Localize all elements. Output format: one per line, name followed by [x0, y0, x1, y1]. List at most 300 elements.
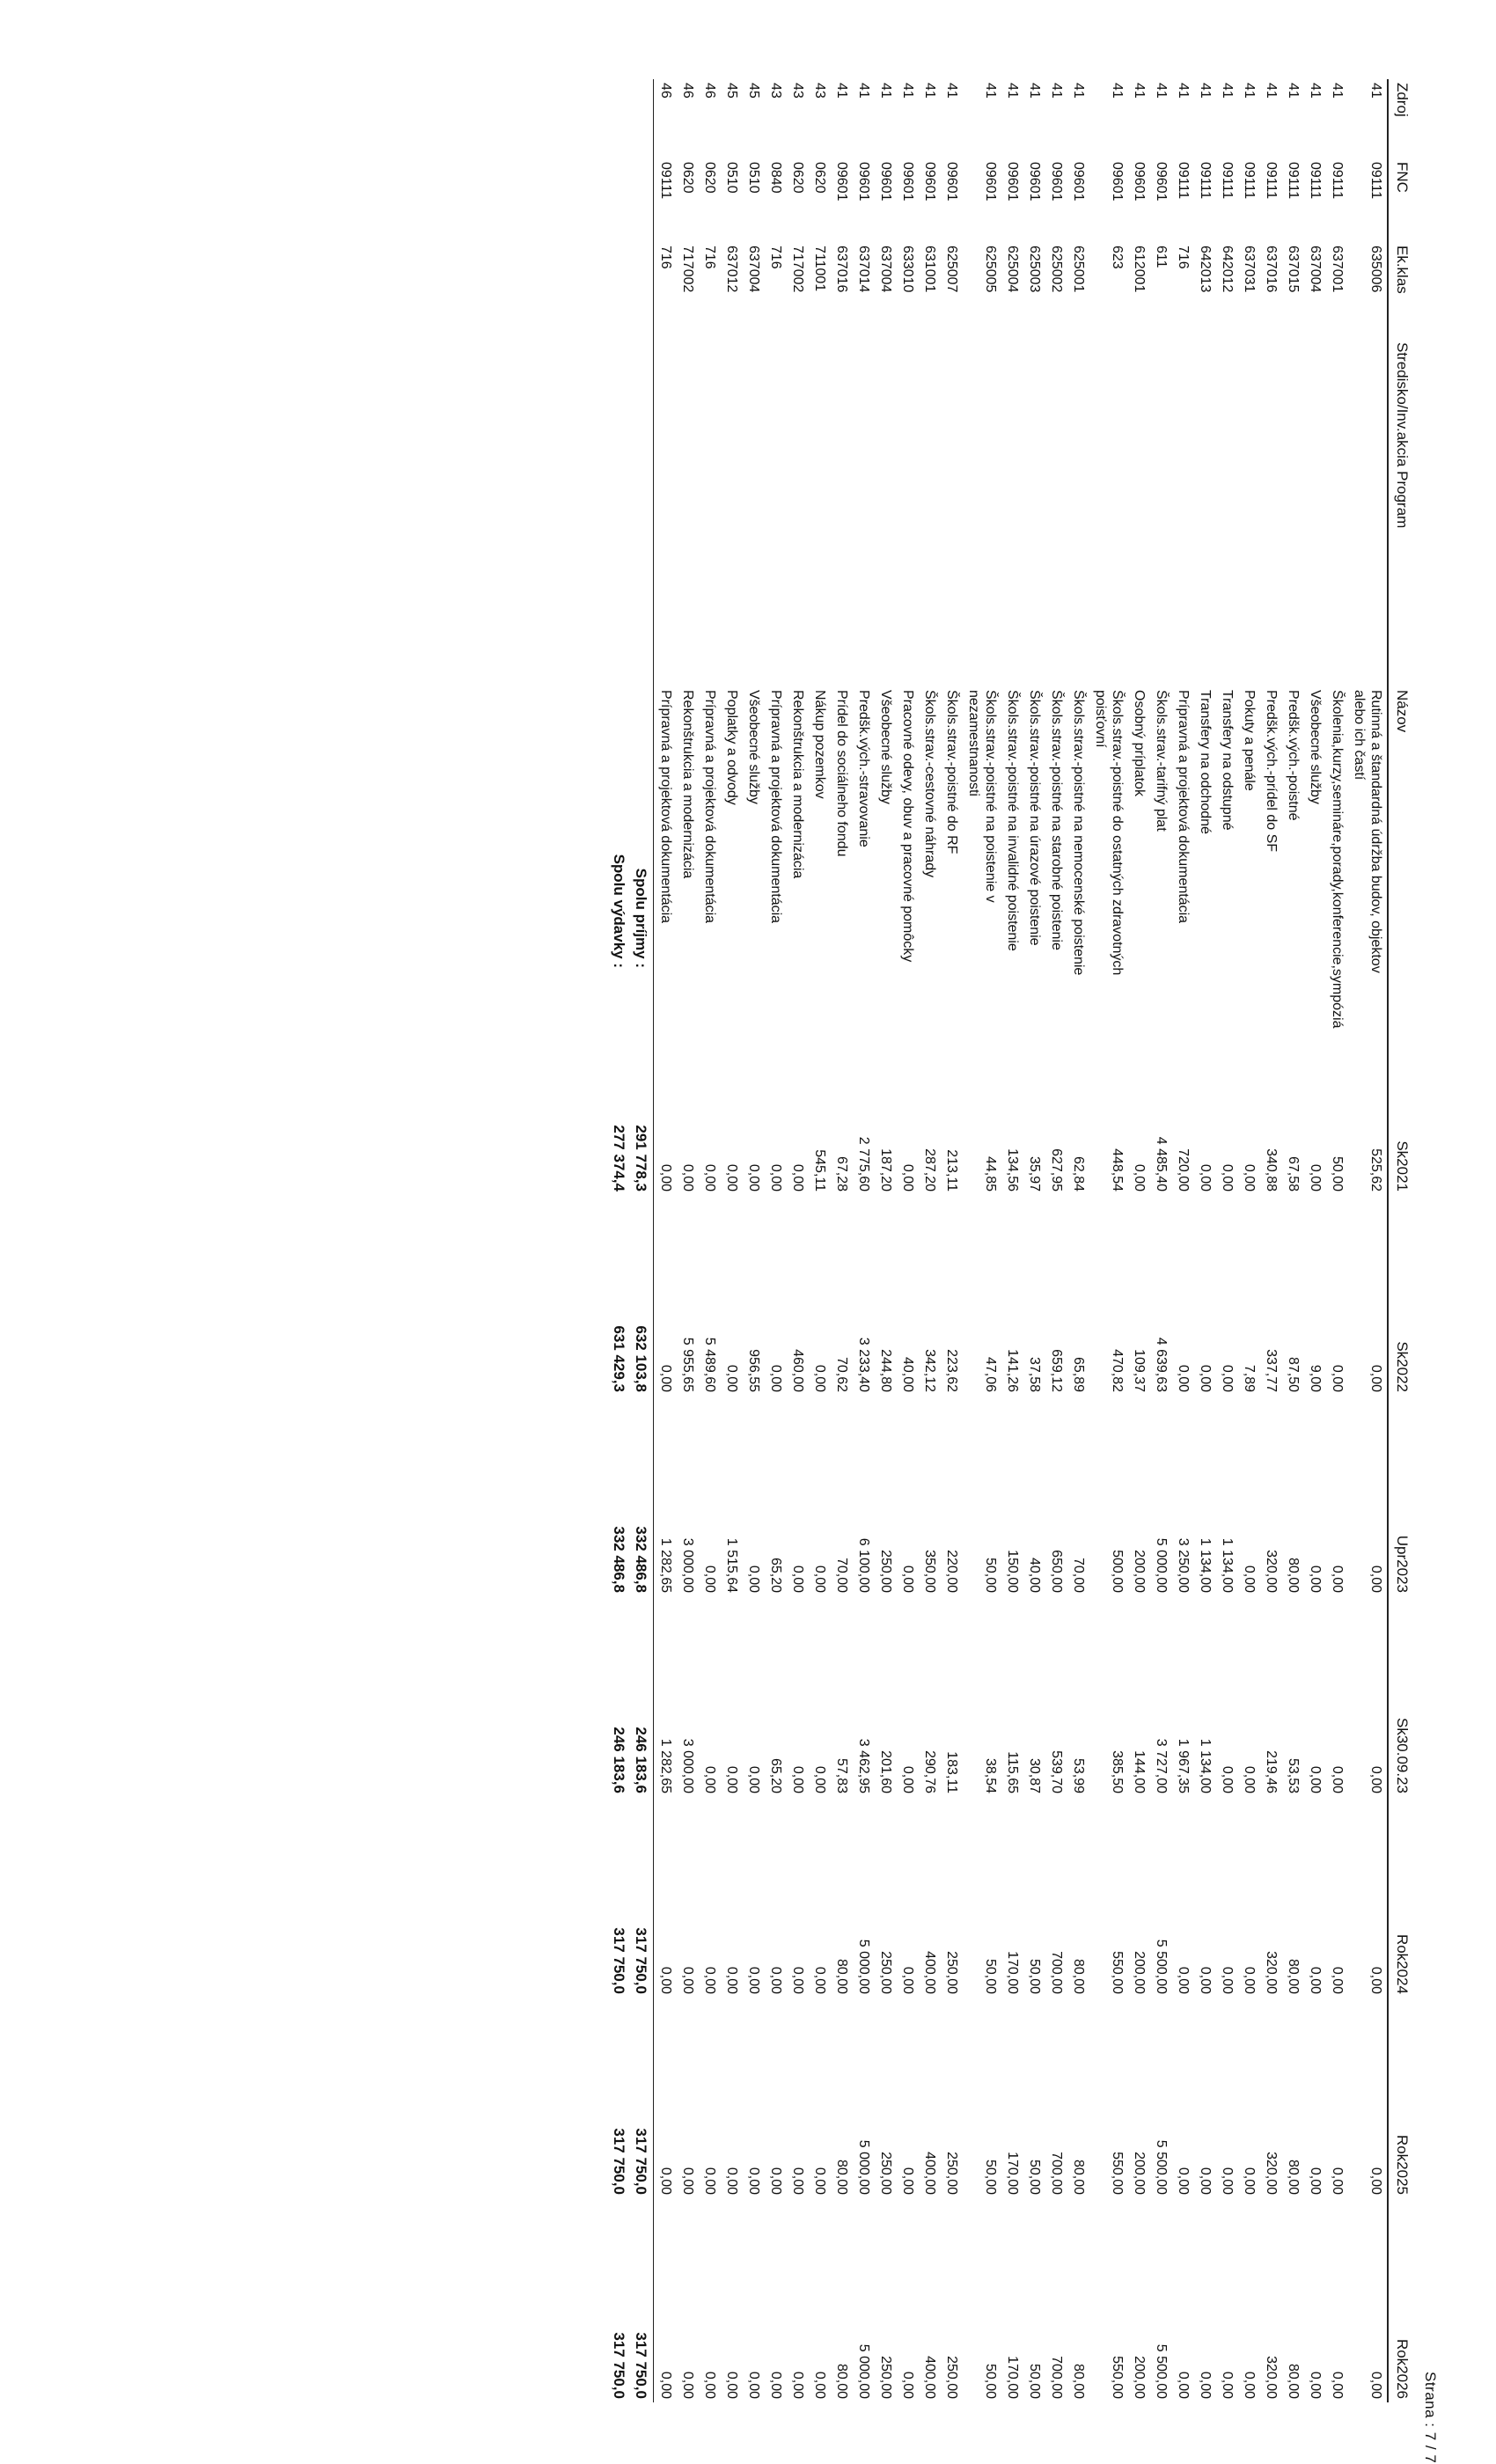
- cell-zdroj: 41: [983, 83, 998, 99]
- cell-rok2026: 170,00: [1005, 2356, 1020, 2399]
- cell-ek-klas: 637031: [1242, 246, 1257, 293]
- cell-ek-klas: 642013: [1198, 246, 1213, 293]
- total-value: 317 750,0: [611, 2128, 627, 2195]
- cell-nazov: Prípravná a projektová dokumentácia: [702, 690, 717, 924]
- cell-rok2024: 0,00: [702, 1966, 717, 1994]
- cell-rok2026: 80,00: [1286, 2363, 1301, 2399]
- cell-stredisko: [1128, 339, 1150, 686]
- cell-sk30-09-23: 219,46: [1264, 1750, 1279, 1793]
- cell-rok2026: 250,00: [944, 2356, 959, 2399]
- cell-fnc: 0510: [746, 162, 761, 194]
- cell-sk2021: 0,00: [1242, 1163, 1257, 1192]
- cell-zdroj: 45: [746, 83, 761, 99]
- cell-fnc: 09601: [922, 162, 937, 202]
- cell-sk2022: 9,00: [1308, 1364, 1323, 1392]
- total-row-income: [631, 79, 654, 2402]
- cell-stredisko: [963, 339, 1001, 686]
- cell-sk30-09-23: 144,00: [1132, 1750, 1147, 1793]
- cell-sk30-09-23: 53,53: [1286, 1757, 1301, 1793]
- cell-sk2022: 87,50: [1286, 1356, 1301, 1392]
- cell-stredisko: [677, 339, 699, 686]
- cell-fnc: 09111: [1330, 162, 1345, 200]
- cell-rok2026: 0,00: [702, 2371, 717, 2399]
- total-value: 632 103,8: [633, 1325, 649, 1392]
- cell-rok2024: 400,00: [922, 1951, 937, 1994]
- cell-upr2023: 0,00: [1242, 1565, 1257, 1593]
- cell-sk2022: 0,00: [1368, 1364, 1383, 1392]
- cell-stredisko: [1001, 339, 1023, 686]
- cell-rok2024: 0,00: [1330, 1966, 1345, 1994]
- table-row: [897, 79, 919, 2402]
- cell-rok2024: 170,00: [1005, 1951, 1020, 1994]
- cell-rok2024: 0,00: [680, 1966, 695, 1994]
- cell-nazov: Škols.strav.-tarifný plat: [1154, 690, 1169, 832]
- cell-rok2026: 200,00: [1132, 2356, 1147, 2399]
- cell-stredisko: [853, 339, 875, 686]
- table-row: [1045, 79, 1067, 2402]
- cell-sk2022: 141,26: [1005, 1349, 1020, 1392]
- cell-zdroj: 41: [1330, 83, 1345, 99]
- cell-upr2023: 0,00: [900, 1565, 915, 1593]
- cell-ek-klas: 625002: [1049, 246, 1064, 293]
- cell-sk2021: 0,00: [654, 994, 678, 1195]
- cell-sk2021: 2 775,60: [856, 1136, 871, 1192]
- cell-fnc: 0620: [790, 162, 805, 194]
- cell-stredisko: [721, 339, 743, 686]
- cell-rok2024: 80,00: [834, 1958, 849, 1994]
- cell-nazov: Rutinná a štandardná údržba budov, objektov alebo ich častí: [1352, 690, 1383, 973]
- cell-ek-klas: 635006: [1368, 246, 1383, 293]
- col-header-rok2026: Rok2026: [1388, 2198, 1417, 2402]
- table-row: [1326, 79, 1348, 2402]
- cell-ek-klas: 611: [1154, 246, 1169, 268]
- cell-sk30-09-23: 0,00: [724, 1765, 739, 1793]
- cell-fnc: 09601: [1049, 162, 1064, 202]
- cell-sk30-09-23: 65,20: [768, 1757, 783, 1793]
- cell-sk2022: 0,00: [1220, 1364, 1235, 1392]
- cell-sk2021: 720,00: [1176, 1148, 1191, 1192]
- cell-stredisko: [743, 339, 765, 686]
- cell-ek-klas: 637004: [878, 246, 893, 293]
- cell-rok2026: 320,00: [1264, 2356, 1279, 2399]
- cell-nazov: Prídel do sociálneho fondu: [834, 690, 849, 857]
- cell-nazov: Transfery na odchodné: [1198, 690, 1213, 834]
- cell-stredisko: [1282, 339, 1304, 686]
- cell-rok2024: 0,00: [1220, 1966, 1235, 1994]
- cell-upr2023: 350,00: [922, 1550, 937, 1593]
- cell-rok2025: 80,00: [1286, 2159, 1301, 2195]
- cell-rok2026: 400,00: [922, 2356, 937, 2399]
- cell-sk30-09-23: 0,00: [702, 1765, 717, 1793]
- table-row: [1216, 79, 1238, 2402]
- cell-sk30-09-23: 0,00: [1220, 1765, 1235, 1793]
- cell-rok2026: 550,00: [1110, 2356, 1125, 2399]
- cell-rok2024: 50,00: [983, 1958, 998, 1994]
- cell-stredisko: [1304, 339, 1326, 686]
- cell-rok2024: 550,00: [1110, 1951, 1125, 1994]
- cell-upr2023: 0,00: [790, 1565, 805, 1593]
- cell-zdroj: 41: [834, 83, 849, 99]
- total-value: 246 183,6: [633, 1727, 649, 1793]
- cell-zdroj: 46: [680, 83, 695, 99]
- cell-upr2023: 650,00: [1049, 1550, 1064, 1593]
- cell-rok2024: 0,00: [812, 1966, 827, 1994]
- cell-rok2024: 250,00: [878, 1951, 893, 1994]
- cell-ek-klas: 625004: [1005, 246, 1020, 293]
- table-body: [654, 79, 1389, 2402]
- cell-stredisko: [699, 339, 721, 686]
- cell-upr2023: 70,00: [1071, 1557, 1086, 1593]
- cell-sk30-09-23: 3 000,00: [680, 1738, 695, 1793]
- cell-rok2026: 0,00: [1308, 2371, 1323, 2399]
- cell-rok2025: 320,00: [1264, 2152, 1279, 2195]
- cell-rok2025: 0,00: [1198, 2167, 1213, 2195]
- cell-rok2024: 0,00: [1176, 1966, 1191, 1994]
- cell-sk2022: 342,12: [922, 1349, 937, 1392]
- cell-upr2023: 200,00: [1132, 1550, 1147, 1593]
- cell-zdroj: 41: [1264, 83, 1279, 99]
- cell-upr2023: 0,00: [1368, 1565, 1383, 1593]
- cell-zdroj: 46: [654, 79, 678, 158]
- col-header-nazov: Názov: [1388, 686, 1417, 994]
- cell-upr2023: 80,00: [1286, 1557, 1301, 1593]
- table-row: [1260, 79, 1282, 2402]
- cell-stredisko: [1172, 339, 1194, 686]
- cell-stredisko: [1023, 339, 1045, 686]
- total-value: 291 778,3: [633, 1125, 649, 1192]
- cell-sk30-09-23: 57,83: [834, 1757, 849, 1793]
- cell-sk2021: 0,00: [900, 1163, 915, 1192]
- cell-stredisko: [1216, 339, 1238, 686]
- cell-rok2025: 700,00: [1049, 2152, 1064, 2195]
- col-header-fnc: FNC: [1388, 158, 1417, 242]
- cell-upr2023: 1 515,64: [724, 1537, 739, 1593]
- table-row: [809, 79, 831, 2402]
- table-row: [1194, 79, 1216, 2402]
- cell-sk2022: 7,89: [1242, 1364, 1257, 1392]
- cell-zdroj: 41: [1110, 83, 1125, 99]
- cell-rok2026: 250,00: [878, 2356, 893, 2399]
- cell-fnc: 09601: [983, 162, 998, 202]
- cell-rok2025: 5 500,00: [1154, 2139, 1169, 2195]
- cell-sk2021: 0,00: [1132, 1163, 1147, 1192]
- col-header-upr2023: Upr2023: [1388, 1396, 1417, 1596]
- cell-nazov: Škols.strav.-poistné do ostatných zdravotných poisťovní: [1093, 690, 1125, 976]
- total-label: Spolu príjmy :: [633, 868, 649, 968]
- cell-zdroj: 41: [1132, 83, 1147, 99]
- cell-sk2021: 0,00: [768, 1163, 783, 1192]
- cell-fnc: 09111: [1176, 162, 1191, 200]
- cell-rok2025: 80,00: [1071, 2159, 1086, 2195]
- cell-rok2025: 0,00: [746, 2167, 761, 2195]
- cell-upr2023: 1 134,00: [1198, 1537, 1213, 1593]
- cell-ek-klas: 716: [1176, 246, 1191, 269]
- cell-sk30-09-23: 0,00: [746, 1765, 761, 1793]
- cell-rok2026: 0,00: [900, 2371, 915, 2399]
- cell-rok2026: 0,00: [1176, 2371, 1191, 2399]
- cell-fnc: 09111: [1308, 162, 1323, 200]
- cell-ek-klas: 717002: [680, 246, 695, 293]
- cell-nazov: Predšk.vých.-poistné: [1286, 690, 1301, 821]
- cell-ek-klas: 637016: [1264, 246, 1279, 293]
- cell-stredisko: [765, 339, 787, 686]
- cell-ek-klas: 716: [702, 246, 717, 269]
- cell-nazov: Školenia,kurzy,semináre,porady,konferencie,sympóziá: [1330, 690, 1345, 1029]
- page-number: Strana : 7 / 7: [1422, 2372, 1439, 2464]
- total-value: 246 183,6: [611, 1727, 627, 1793]
- cell-sk2022: 65,89: [1071, 1356, 1086, 1392]
- cell-rok2024: 0,00: [1308, 1966, 1323, 1994]
- cell-ek-klas: 631001: [922, 246, 937, 293]
- table-row: [1238, 79, 1260, 2402]
- cell-ek-klas: 716: [768, 246, 783, 269]
- table-row: [941, 79, 963, 2402]
- cell-rok2024: 0,00: [1368, 1966, 1383, 1994]
- cell-rok2025: 250,00: [878, 2152, 893, 2195]
- cell-zdroj: 41: [922, 83, 937, 99]
- cell-sk2022: 47,06: [983, 1356, 998, 1392]
- cell-sk2022: 0,00: [1198, 1364, 1213, 1392]
- cell-upr2023: 500,00: [1110, 1550, 1125, 1593]
- total-label: Spolu výdavky :: [611, 854, 627, 968]
- cell-zdroj: 41: [1154, 83, 1169, 99]
- cell-zdroj: 41: [856, 83, 871, 99]
- cell-rok2025: 0,00: [1368, 2167, 1383, 2195]
- cell-zdroj: 41: [1198, 83, 1213, 99]
- cell-rok2026: 0,00: [1220, 2371, 1235, 2399]
- cell-sk2022: 5 489,60: [702, 1337, 717, 1392]
- col-header-rok2024: Rok2024: [1388, 1797, 1417, 1998]
- cell-sk2022: 460,00: [790, 1349, 805, 1392]
- cell-upr2023: 0,00: [812, 1565, 827, 1593]
- table-row: [1023, 79, 1045, 2402]
- cell-rok2025: 0,00: [768, 2167, 783, 2195]
- cell-rok2024: 0,00: [746, 1966, 761, 1994]
- cell-rok2025: 0,00: [680, 2167, 695, 2195]
- cell-sk2021: 134,56: [1005, 1148, 1020, 1192]
- cell-nazov: Poplatky a odvody: [724, 690, 739, 805]
- cell-rok2024: 320,00: [1264, 1951, 1279, 1994]
- cell-rok2025: 170,00: [1005, 2152, 1020, 2195]
- cell-nazov: Prípravná a projektová dokumentácia: [1176, 690, 1191, 924]
- cell-nazov: Osobný príplatok: [1132, 690, 1147, 796]
- cell-stredisko: [1045, 339, 1067, 686]
- cell-fnc: 0510: [724, 162, 739, 194]
- cell-sk2021: 0,00: [790, 1163, 805, 1192]
- total-value: 317 750,0: [633, 2332, 649, 2399]
- cell-rok2025: 0,00: [812, 2167, 827, 2195]
- cell-rok2025: 0,00: [702, 2167, 717, 2195]
- cell-sk30-09-23: 1 134,00: [1198, 1738, 1213, 1793]
- cell-nazov: Všeobecné služby: [746, 690, 761, 804]
- cell-zdroj: 41: [1220, 83, 1235, 99]
- cell-nazov: Škols.strav.-poistné na nemocenské poistenie: [1071, 690, 1086, 976]
- cell-rok2026: 0,00: [790, 2371, 805, 2399]
- cell-stredisko: [1089, 339, 1128, 686]
- cell-sk30-09-23: 0,00: [1330, 1765, 1345, 1793]
- cell-nazov: Škols.strav.-poistné na poistenie v nezamestnanosti: [966, 690, 998, 903]
- cell-zdroj: 41: [878, 83, 893, 99]
- cell-ek-klas: 625005: [983, 246, 998, 293]
- cell-zdroj: 41: [1049, 83, 1064, 99]
- cell-fnc: 09111: [1198, 162, 1213, 200]
- table-row: [1001, 79, 1023, 2402]
- cell-ek-klas: 637015: [1286, 246, 1301, 293]
- cell-zdroj: 41: [1242, 83, 1257, 99]
- cell-zdroj: 41: [1286, 83, 1301, 99]
- cell-sk2022: 337,77: [1264, 1349, 1279, 1392]
- cell-upr2023: 150,00: [1005, 1550, 1020, 1593]
- cell-rok2025: 400,00: [922, 2152, 937, 2195]
- cell-sk30-09-23: 290,76: [922, 1750, 937, 1793]
- cell-sk2022: 0,00: [724, 1364, 739, 1392]
- table-row: [1089, 79, 1128, 2402]
- cell-ek-klas: 716: [654, 242, 678, 339]
- cell-fnc: 09111: [654, 158, 678, 242]
- table-row: [875, 79, 897, 2402]
- cell-rok2026: 0,00: [768, 2371, 783, 2399]
- cell-sk30-09-23: 201,60: [878, 1750, 893, 1793]
- cell-stredisko: [1067, 339, 1089, 686]
- cell-sk2021: 44,85: [983, 1155, 998, 1192]
- table-row: [1067, 79, 1089, 2402]
- cell-nazov: Škols.strav.-poistné na úrazové poistenie: [1027, 690, 1042, 946]
- cell-rok2024: 50,00: [1027, 1958, 1042, 1994]
- cell-fnc: 09111: [1220, 162, 1235, 200]
- cell-sk2021: 62,84: [1071, 1155, 1086, 1192]
- cell-upr2023: 1 282,65: [654, 1396, 678, 1596]
- cell-sk30-09-23: 0,00: [1242, 1765, 1257, 1793]
- cell-upr2023: 70,00: [834, 1557, 849, 1593]
- total-value: 317 750,0: [611, 1927, 627, 1994]
- table-row: [853, 79, 875, 2402]
- cell-fnc: 09601: [1027, 162, 1042, 202]
- cell-rok2025: 0,00: [900, 2167, 915, 2195]
- cell-stredisko: [1238, 339, 1260, 686]
- cell-ek-klas: 637004: [1308, 246, 1323, 293]
- cell-fnc: 09111: [1286, 162, 1301, 200]
- cell-ek-klas: 625001: [1071, 246, 1086, 293]
- cell-nazov: Škols.strav.-poistné na starobné poistenie: [1049, 690, 1064, 950]
- cell-sk2022: 470,82: [1110, 1349, 1125, 1392]
- cell-nazov: Rekonštrukcia a modernizácia: [790, 690, 805, 879]
- cell-rok2024: 200,00: [1132, 1951, 1147, 1994]
- cell-sk2022: 3 233,40: [856, 1337, 871, 1392]
- cell-nazov: Pracovné odevy, obuv a pracovné pomôcky: [900, 690, 915, 963]
- total-value: 317 750,0: [633, 1927, 649, 1994]
- cell-rok2025: 0,00: [1330, 2167, 1345, 2195]
- cell-rok2025: 50,00: [1027, 2159, 1042, 2195]
- cell-rok2026: 50,00: [1027, 2363, 1042, 2399]
- cell-upr2023: 50,00: [983, 1557, 998, 1593]
- cell-zdroj: 41: [1071, 83, 1086, 99]
- cell-zdroj: 43: [790, 83, 805, 99]
- table-row: [743, 79, 765, 2402]
- cell-upr2023: 3 250,00: [1176, 1537, 1191, 1593]
- cell-sk2021: 287,20: [922, 1148, 937, 1192]
- cell-sk2022: 5 955,65: [680, 1337, 695, 1392]
- cell-fnc: 0620: [702, 162, 717, 194]
- cell-ek-klas: 711001: [812, 246, 827, 292]
- cell-upr2023: 5 000,00: [1154, 1537, 1169, 1593]
- cell-zdroj: 46: [702, 83, 717, 99]
- total-value: 317 750,0: [611, 2332, 627, 2399]
- cell-zdroj: 43: [812, 83, 827, 99]
- cell-fnc: 09111: [1264, 162, 1279, 200]
- cell-fnc: 09111: [1368, 162, 1383, 200]
- cell-fnc: 09601: [1071, 162, 1086, 202]
- total-value: 317 750,0: [633, 2128, 649, 2195]
- cell-sk2021: 213,11: [944, 1149, 959, 1192]
- cell-sk30-09-23: 385,50: [1110, 1750, 1125, 1793]
- cell-sk2022: 659,12: [1049, 1349, 1064, 1392]
- cell-ek-klas: 637012: [724, 246, 739, 293]
- col-header-sk2022: Sk2022: [1388, 1195, 1417, 1396]
- cell-upr2023: 3 000,00: [680, 1537, 695, 1593]
- cell-sk30-09-23: 539,70: [1049, 1750, 1064, 1793]
- cell-stredisko: [1326, 339, 1348, 686]
- table-row: [677, 79, 699, 2402]
- table-row: [765, 79, 787, 2402]
- cell-ek-klas: 625003: [1027, 246, 1042, 293]
- cell-fnc: 09601: [878, 162, 893, 202]
- cell-stredisko: [897, 339, 919, 686]
- cell-rok2026: 0,00: [812, 2371, 827, 2399]
- table-row: [919, 79, 941, 2402]
- cell-nazov: Transfery na odstupné: [1220, 690, 1235, 831]
- cell-zdroj: 41: [1176, 83, 1191, 99]
- total-value: 631 429,3: [611, 1325, 627, 1392]
- cell-nazov: Nákup pozemkov: [812, 690, 827, 799]
- table-row: [654, 79, 678, 2402]
- cell-upr2023: 320,00: [1264, 1550, 1279, 1593]
- cell-rok2026: 0,00: [1198, 2371, 1213, 2399]
- cell-rok2025: 250,00: [944, 2152, 959, 2195]
- table-row: [963, 79, 1001, 2402]
- cell-fnc: 09111: [1242, 162, 1257, 200]
- cell-stredisko: [787, 339, 809, 686]
- cell-rok2024: 5 000,00: [856, 1939, 871, 1994]
- cell-rok2024: 0,00: [724, 1966, 739, 1994]
- cell-sk2021: 340,88: [1264, 1148, 1279, 1192]
- cell-rok2026: 0,00: [746, 2371, 761, 2399]
- cell-sk2022: 0,00: [768, 1364, 783, 1392]
- cell-fnc: 0620: [812, 162, 827, 194]
- cell-stredisko: [1260, 339, 1282, 686]
- cell-rok2025: 550,00: [1110, 2152, 1125, 2195]
- cell-sk30-09-23: 3 462,95: [856, 1738, 871, 1793]
- cell-sk30-09-23: 115,65: [1005, 1751, 1020, 1793]
- cell-sk2022: 244,80: [878, 1349, 893, 1392]
- cell-rok2025: 0,00: [1176, 2167, 1191, 2195]
- cell-rok2025: 5 000,00: [856, 2139, 871, 2195]
- table-row: [1304, 79, 1326, 2402]
- col-header-stredisko: Stredisko/Inv.akcia Program: [1388, 339, 1417, 686]
- cell-rok2024: 0,00: [1198, 1966, 1213, 1994]
- cell-sk2022: 0,00: [1330, 1364, 1345, 1392]
- cell-nazov: Škols.strav.-poistné do RF: [944, 690, 959, 854]
- cell-sk2021: 627,95: [1049, 1148, 1064, 1192]
- cell-sk2022: 70,62: [834, 1356, 849, 1392]
- cell-zdroj: 41: [1308, 83, 1323, 99]
- cell-fnc: 09601: [1110, 162, 1125, 202]
- cell-stredisko: [919, 339, 941, 686]
- cell-sk30-09-23: 1 967,35: [1176, 1738, 1191, 1793]
- cell-sk2021: 545,11: [812, 1149, 827, 1192]
- cell-sk2022: 4 639,63: [1154, 1337, 1169, 1392]
- table-row: [1172, 79, 1194, 2402]
- cell-sk30-09-23: 0,00: [812, 1765, 827, 1793]
